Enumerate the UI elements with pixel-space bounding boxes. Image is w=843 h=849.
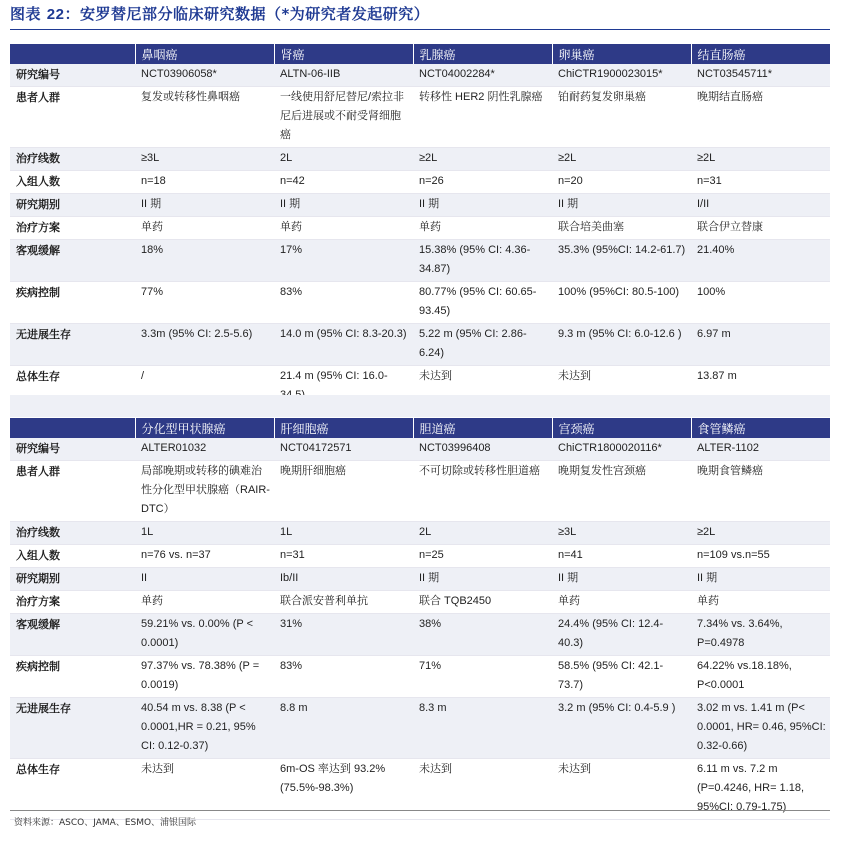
row-label: 客观缓解	[10, 614, 135, 656]
table-cell: Ib/II	[274, 568, 413, 591]
table-cell: 未达到	[413, 759, 552, 820]
header-corner	[10, 418, 135, 438]
table-cell: 不可切除或转移性胆道癌	[413, 461, 552, 522]
table-cell: II 期	[135, 194, 274, 217]
table-cell: 晚期肝细胞癌	[274, 461, 413, 522]
table-cell: NCT04002284*	[413, 64, 552, 87]
table-row	[10, 324, 830, 366]
table-cell: 未达到	[552, 759, 691, 820]
table-cell: 40.54 m vs. 8.38 (P < 0.0001,HR = 0.21, 95% CI: 0.12-0.37)	[135, 698, 274, 759]
table-cell: 晚期结直肠癌	[691, 87, 830, 148]
table-cell: 6.11 m vs. 7.2 m (P=0.4246, HR= 1.18, 95%CI: 0.79-1.75)	[691, 759, 830, 820]
table-cell: 80.77% (95% CI: 60.65-93.45)	[413, 282, 552, 324]
column-header: 分化型甲状腺癌	[135, 418, 274, 438]
table-cell: 联合培美曲塞	[552, 217, 691, 240]
table-cell: II 期	[552, 194, 691, 217]
row-label: 患者人群	[10, 87, 135, 148]
row-label: 治疗方案	[10, 591, 135, 614]
table-row	[10, 148, 830, 171]
column-header: 乳腺癌	[413, 44, 552, 64]
table-cell: 晚期复发性宫颈癌	[552, 461, 691, 522]
clinical-table-1	[10, 44, 830, 408]
row-label: 研究编号	[10, 438, 135, 461]
row-label: 客观缓解	[10, 240, 135, 282]
table-cell: 13.87 m	[691, 366, 830, 408]
table-cell: ≥3L	[135, 148, 274, 171]
table-row	[10, 522, 830, 545]
column-header: 结直肠癌	[691, 44, 830, 64]
column-header: 肝细胞癌	[274, 418, 413, 438]
figure-title-text: ：安罗替尼部分临床研究数据（*为研究者发起研究）	[64, 5, 430, 23]
table-cell: 局部晚期或转移的碘难治性分化型甲状腺癌（RAIR-DTC）	[135, 461, 274, 522]
table-cell: NCT04172571	[274, 438, 413, 461]
table-cell: ALTER01032	[135, 438, 274, 461]
table-cell: 3.02 m vs. 1.41 m (P< 0.0001, HR= 0.46, 95%CI: 0.32-0.66)	[691, 698, 830, 759]
table-cell: II 期	[413, 194, 552, 217]
table-cell: 铂耐药复发卵巢癌	[552, 87, 691, 148]
table-cell: 15.38% (95% CI: 4.36-34.87)	[413, 240, 552, 282]
table-row	[10, 171, 830, 194]
table-cell: 58.5% (95% CI: 42.1-73.7)	[552, 656, 691, 698]
column-header: 宫颈癌	[552, 418, 691, 438]
table-cell: 晚期食管鳞癌	[691, 461, 830, 522]
column-header: 卵巢癌	[552, 44, 691, 64]
table-row	[10, 545, 830, 568]
header-corner	[10, 44, 135, 64]
row-label: 无进展生存	[10, 324, 135, 366]
table-cell: 5.22 m (95% CI: 2.86-6.24)	[413, 324, 552, 366]
table-cell: 8.8 m	[274, 698, 413, 759]
table-cell: n=41	[552, 545, 691, 568]
table-cell: 38%	[413, 614, 552, 656]
table-cell: n=76 vs. n=37	[135, 545, 274, 568]
table-cell: 59.21% vs. 0.00% (P < 0.0001)	[135, 614, 274, 656]
table-cell: n=42	[274, 171, 413, 194]
row-label: 治疗方案	[10, 217, 135, 240]
table-cell: 复发或转移性鼻咽癌	[135, 87, 274, 148]
table-cell: 83%	[274, 282, 413, 324]
table-cell: II 期	[552, 568, 691, 591]
table-cell: 18%	[135, 240, 274, 282]
table-cell: 3.3m (95% CI: 2.5-5.6)	[135, 324, 274, 366]
table-cell: 未达到	[552, 366, 691, 408]
table-cell: 单药	[691, 591, 830, 614]
row-label: 入组人数	[10, 171, 135, 194]
table-row	[10, 240, 830, 282]
table-cell: ChiCTR1900023015*	[552, 64, 691, 87]
title-rule	[10, 29, 830, 30]
table-cell: II 期	[691, 568, 830, 591]
column-header: 肾癌	[274, 44, 413, 64]
table-row	[10, 87, 830, 148]
row-label: 研究期别	[10, 194, 135, 217]
row-label: 总体生存	[10, 366, 135, 408]
table-cell: ≥3L	[552, 522, 691, 545]
table-cell: 3.2 m (95% CI: 0.4-5.9 )	[552, 698, 691, 759]
table-cell: 9.3 m (95% CI: 6.0-12.6 )	[552, 324, 691, 366]
table-cell: ≥2L	[552, 148, 691, 171]
table-row	[10, 438, 830, 461]
table-cell: 1L	[274, 522, 413, 545]
clinical-table-2	[10, 418, 830, 820]
table-header-row	[10, 418, 830, 438]
table-cell: n=18	[135, 171, 274, 194]
row-label: 总体生存	[10, 759, 135, 820]
table-cell: 2L	[274, 148, 413, 171]
table-cell: 24.4% (95% CI: 12.4-40.3)	[552, 614, 691, 656]
table-cell: 1L	[135, 522, 274, 545]
bottom-rule	[10, 810, 830, 811]
table-cell: 71%	[413, 656, 552, 698]
figure-number: 22	[46, 6, 65, 23]
table-cell: II	[135, 568, 274, 591]
table-cell: ChiCTR1800020116*	[552, 438, 691, 461]
table-cell: n=31	[691, 171, 830, 194]
table-cell: 64.22% vs.18.18%, P<0.0001	[691, 656, 830, 698]
table-row	[10, 656, 830, 698]
table-cell: 单药	[552, 591, 691, 614]
table-cell: 83%	[274, 656, 413, 698]
row-label: 患者人群	[10, 461, 135, 522]
table-row	[10, 591, 830, 614]
table-cell: 21.4 m (95% CI: 16.0-	[274, 366, 413, 408]
table-cell: 6m-OS 率达到 93.2% (75.5%-98.3%)	[274, 759, 413, 820]
table-cell: II 期	[274, 194, 413, 217]
column-header: 胆道癌	[413, 418, 552, 438]
row-label: 研究期别	[10, 568, 135, 591]
table-row	[10, 698, 830, 759]
table-cell: 2L	[413, 522, 552, 545]
table-cell: ALTN-06-IIB	[274, 64, 413, 87]
table-cell: n=31	[274, 545, 413, 568]
source-note: 资料来源：ASCO、JAMA、ESMO、浦银国际	[14, 818, 197, 828]
table-cell: 单药	[135, 591, 274, 614]
table-cell: 联合派安普利单抗	[274, 591, 413, 614]
figure-label: 图表	[10, 5, 42, 23]
table-cell: NCT03545711*	[691, 64, 830, 87]
table-cell: 单药	[274, 217, 413, 240]
table-cell: 17%	[274, 240, 413, 282]
table-cell: 35.3% (95%CI: 14.2-61.7)	[552, 240, 691, 282]
table-cell: 联合伊立替康	[691, 217, 830, 240]
table-header-row	[10, 44, 830, 64]
table-cell: /	[135, 366, 274, 408]
table-cell: 21.40%	[691, 240, 830, 282]
row-label: 治疗线数	[10, 522, 135, 545]
table-cell: 7.34% vs. 3.64%, P=0.4978	[691, 614, 830, 656]
row-label: 疾病控制	[10, 656, 135, 698]
column-header: 食管鳞癌	[691, 418, 830, 438]
table-cell: NCT03996408	[413, 438, 552, 461]
table-cell: 单药	[135, 217, 274, 240]
table-cell: 一线使用舒尼替尼/索拉非尼后进展或不耐受肾细胞癌	[274, 87, 413, 148]
table-cell: 未达到	[413, 366, 552, 408]
table-cell: NCT03906058*	[135, 64, 274, 87]
table-cell: 100% (95%CI: 80.5-100)	[552, 282, 691, 324]
table-cell: 6.97 m	[691, 324, 830, 366]
table-cell: 31%	[274, 614, 413, 656]
table-cell: n=25	[413, 545, 552, 568]
figure-title	[10, 2, 429, 26]
table-cell: 97.37% vs. 78.38% (P = 0.0019)	[135, 656, 274, 698]
table-row	[10, 568, 830, 591]
row-label: 研究编号	[10, 64, 135, 87]
table-cell: n=109 vs.n=55	[691, 545, 830, 568]
table-row	[10, 282, 830, 324]
table-cell: II 期	[413, 568, 552, 591]
table-cell: 77%	[135, 282, 274, 324]
table-cell: 100%	[691, 282, 830, 324]
row-label: 入组人数	[10, 545, 135, 568]
table-cell: n=26	[413, 171, 552, 194]
table-row	[10, 64, 830, 87]
table-separator-band	[10, 395, 830, 417]
table-cell: ≥2L	[691, 148, 830, 171]
table-cell: 8.3 m	[413, 698, 552, 759]
column-header: 鼻咽癌	[135, 44, 274, 64]
table-row	[10, 194, 830, 217]
table-row	[10, 217, 830, 240]
table-cell: ≥2L	[691, 522, 830, 545]
table-cell: 未达到	[135, 759, 274, 820]
table-cell: ≥2L	[413, 148, 552, 171]
row-label: 疾病控制	[10, 282, 135, 324]
row-label: 无进展生存	[10, 698, 135, 759]
table-cell: 14.0 m (95% CI: 8.3-20.3)	[274, 324, 413, 366]
table-row	[10, 614, 830, 656]
table-row	[10, 461, 830, 522]
table-cell: 单药	[413, 217, 552, 240]
table-cell: n=20	[552, 171, 691, 194]
table-cell: 联合 TQB2450	[413, 591, 552, 614]
table-cell: 转移性 HER2 阴性乳腺癌	[413, 87, 552, 148]
row-label: 治疗线数	[10, 148, 135, 171]
table-cell: ALTER-1102	[691, 438, 830, 461]
table-cell: I/II	[691, 194, 830, 217]
